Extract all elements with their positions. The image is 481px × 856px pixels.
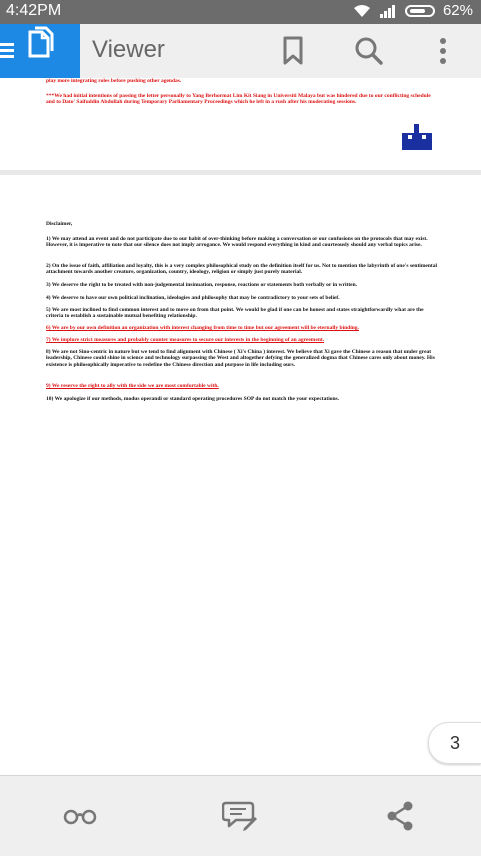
document-page-2 <box>0 78 481 170</box>
status-time: 4:42PM <box>6 2 62 19</box>
bookmark-icon <box>282 36 304 66</box>
disclaimer-item-8: 8) We are not Sino-centric in nature but we tend to find alignment with Chinese ( Xi's China ) interest. We believe that Xi gave the Chinese a reason that under great leadership, Chinese could shine in science and technology surpassing the West and altogether defying the generalized dogma that Chinese cares only about money. His existence is philosophically imperative to redefine the Chinese direction and purpose in life including ours. <box>46 349 435 368</box>
more-vert-icon <box>439 37 447 65</box>
page-text: play more integrating roles before pushing other agendas. <box>46 78 182 84</box>
signal-icon <box>379 4 397 18</box>
document-page-3 <box>0 175 481 775</box>
glasses-icon <box>63 807 97 825</box>
share-icon <box>386 801 414 831</box>
disclaimer-item-1: 1) We may attend an event and do not participate due to our habit of over-thinking before making a conversation or our confusions on the protocols that may exist. However, it is imperative to note that our silence does not imply arrogance. We would respond everything in kind and courteously should any verbal topics arise. <box>46 236 428 249</box>
logo-icon <box>402 124 432 150</box>
disclaimer-item-10: 10) We apologize if our methods, modus operandi or standard operating procedures SOP do not match the your expectations. <box>46 396 340 402</box>
share-button[interactable] <box>380 798 420 834</box>
search-icon <box>354 36 384 66</box>
disclaimer-item-3: 3) We deserve the right to be treated with non-judgemental insinuation, response, reactions or statements both verbally or in written. <box>46 282 358 288</box>
overflow-menu-button[interactable] <box>426 34 460 68</box>
menu-icon <box>0 40 16 62</box>
app-title: Viewer <box>92 36 165 63</box>
battery-level: 62% <box>442 2 473 19</box>
app-bar <box>0 24 481 79</box>
disclaimer-item-6: 6) We are by our own definition an organization with interest changing from time to time but our agreement will be eternally binding. <box>46 325 359 331</box>
documents-icon <box>26 26 56 60</box>
menu-button[interactable] <box>0 24 80 78</box>
status-bar <box>0 0 481 24</box>
disclaimer-item-7: 7) We implore strict measures and probably counter measures to secure our interests in the beginning of an agreement. <box>46 337 325 343</box>
bottom-toolbar <box>0 775 481 856</box>
page-note: ***We had initial intentions of passing the letter personally to Yang Berhormat Lim Kit Siang in Universiti Malaya but was hindered due to our conflicting schedule and to Dato' Saifuddin Abdullah during Temporary Parliamentary Proceedings which he left in a rush after his moderating sessions. <box>46 93 431 106</box>
search-button[interactable] <box>352 34 386 68</box>
annotate-button[interactable] <box>220 798 260 834</box>
battery-icon <box>405 5 435 17</box>
wifi-icon <box>353 4 371 18</box>
disclaimer-item-5: 5) We are most inclined to find common interest and to move on from that point. We would be glad if one can be honest and states straightforwardly what are the criteria to establish a sustainable mutual benefiting relationship. <box>46 307 424 320</box>
disclaimer-item-4: 4) We deserve to have our own political inclination, ideologies and philosophy that may be contradictory to your sets of belief. <box>46 295 340 301</box>
page-number-indicator[interactable]: 3 <box>428 722 481 764</box>
disclaimer-item-9: 9) We reserve the right to ally with the side we are most comfortable with. <box>46 383 219 389</box>
disclaimer-item-2: 2) On the issue of faith, affiliation and loyalty, this is a very complex philosophical study on the definition itself for us. Not to mention the labyrinth of one's sentimental attachment towards another creature, organization, country, ideology, religion or simply just purely material. <box>46 263 438 276</box>
bookmark-button[interactable] <box>276 34 310 68</box>
disclaimer-heading: Disclaimer, <box>46 221 73 227</box>
reading-mode-button[interactable] <box>60 798 100 834</box>
comment-edit-icon <box>222 800 258 832</box>
